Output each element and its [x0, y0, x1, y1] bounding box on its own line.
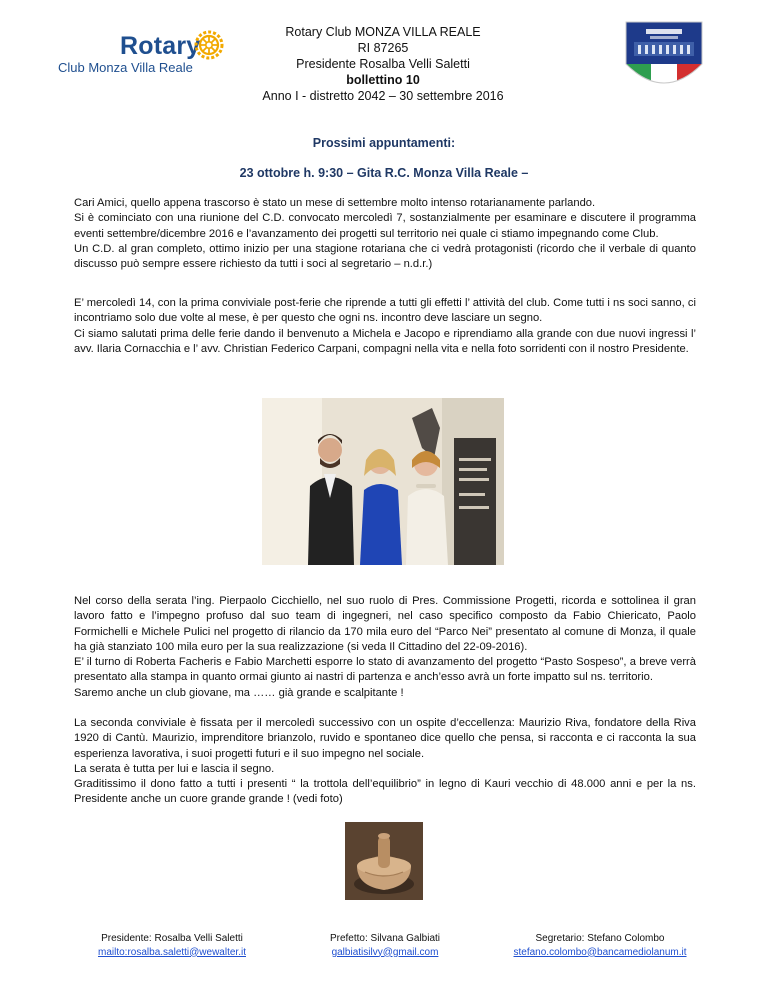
paragraph-line: Nel corso della serata l’ing. Pierpaolo Cicchiello, nel suo ruolo di Pres. Commissione Progetti, ricorda e sottolinea il gran lavoro fatto e l’impegno profuso dal suo team di ingegneri, nel caso specifico composto da Fabio Chiericato, Paolo Formichelli e Michele Pulici nel progetto di rilancio da 170 mila euro del “Parco Nei” presentato al comune di Monza, il quale ha già stanziato 100 mila euro per la sua realizzazione (si veda Il Cittadino del 22-09-2016). [74, 595, 696, 653]
header-ri-number: RI 87265 [357, 41, 409, 55]
paragraph-line: Si è cominciato con una riunione del C.D. convocato mercoledì 7, sostanzialmente per esaminare e discutere il programma eventi settembre/dicembre 2016 e l’avanzamento dei progetti sul territorio nei quale ci stiamo impegnando come Club. [74, 212, 696, 240]
footer-secretary-email-link[interactable]: stefano.colombo@bancamediolanum.it [513, 946, 687, 958]
paragraph-second-dinner [74, 716, 696, 808]
paragraph-line: Graditissimo il dono fatto a tutti i presenti “ la trottola dell’equilibrio” in legno di Kauri vecchio di 48.000 anni e per la ns. Presidente anche un cuore grande grande ! (vedi foto) [74, 778, 696, 806]
section-title: Prossimi appuntamenti: [312, 136, 456, 150]
paragraph-line: La serata è tutta per lui e lascia il segno. [74, 762, 275, 775]
header-president: Presidente Rosalba Velli Saletti [296, 57, 470, 71]
paragraph-line: Cari Amici, quello appena trascorso è stato un mese di settembre molto intenso rotarianamente parlando. [74, 197, 596, 209]
footer-prefect-email-link[interactable]: galbiatisilvy@gmail.com [331, 946, 439, 958]
paragraph-projects [74, 594, 696, 701]
footer-secretary-label: Segretario: Stefano Colombo [535, 933, 665, 944]
paragraph-line: Ci siamo salutati prima delle ferie dando il benvenuto a Michela e Jacopo e riprendiamo alla grande con due nuovi ingressi l’ avv. Ilaria Cornacchia e l’ avv. Christian Federico Carpani, compagni nella vita e nella foto sorridenti con il nostro Presidente. [74, 327, 696, 355]
spinning-top-photo [345, 822, 423, 900]
paragraph-intro [74, 196, 696, 272]
paragraph-line: Un C.D. al gran completo, ottimo inizio per una stagione rotariana che ci vedrà protagonisti (ricordo che il verbale di quanto discusso può sempre essere richiesto da tutti i soci al segretario – n.d.r.) [74, 242, 696, 271]
header-club-name: Rotary Club MONZA VILLA REALE [285, 25, 481, 39]
header-bulletin-number: bollettino 10 [346, 73, 420, 87]
footer-president-label: Presidente: Rosalba Velli Saletti [101, 933, 243, 944]
paragraph-first-dinner [74, 296, 696, 357]
group-photo [262, 398, 504, 565]
club-logo [52, 28, 242, 78]
footer-president [74, 932, 270, 959]
footer-prefect-label: Prefetto: Silvana Galbiati [329, 933, 441, 944]
paragraph-line: E’ mercoledì 14, con la prima conviviale post-ferie che riprende a tutti gli effetti l’ attività del club. Come tutti i ns soci sanno, ci incontriamo solo due volte al mese, è per questo che ogni ns. incontro deve lasciare un segno. [74, 297, 696, 325]
header-date: Anno I - distretto 2042 – 30 settembre 2016 [262, 89, 504, 103]
club-badge-icon [624, 20, 704, 92]
paragraph-line: La seconda conviviale è fissata per il mercoledì successivo con un ospite d’eccellenza: Maurizio Riva, fondatore della Riva 1920 di Cantù. Maurizio, imprenditore brianzolo, ruvido e spontaneo dice quello che pensa, si racconta e ci racconta la sua esperienza lavorativa, i suoi progetti futuri e il suo impegno nel sociale. [74, 717, 696, 760]
paragraph-line: E’ il turno di Roberta Facheris e Fabio Marchetti esporre lo stato di avanzamento del progetto “Pasto Sospeso”, a breve verrà presentato alla stampa in quanto ormai giunto ai nastri di partenza e anch’esso avrà un forte impatto sul ns. territorio. [74, 656, 696, 684]
footer-prefect [306, 932, 464, 959]
footer-president-email-link[interactable]: mailto:rosalba.saletti@wewalter.it [98, 946, 246, 958]
rotary-wheel-icon [194, 30, 224, 60]
paragraph-line: Saremo anche un club giovane, ma …… già grande e scalpitante ! [74, 686, 404, 699]
footer-secretary [490, 932, 710, 959]
logo-subtitle: Club Monza Villa Reale [58, 60, 193, 75]
bulletin-header [230, 24, 536, 104]
logo-wordmark: Rotary [120, 32, 201, 60]
event-title: 23 ottobre h. 9:30 – Gita R.C. Monza Villa Reale – [239, 166, 529, 180]
